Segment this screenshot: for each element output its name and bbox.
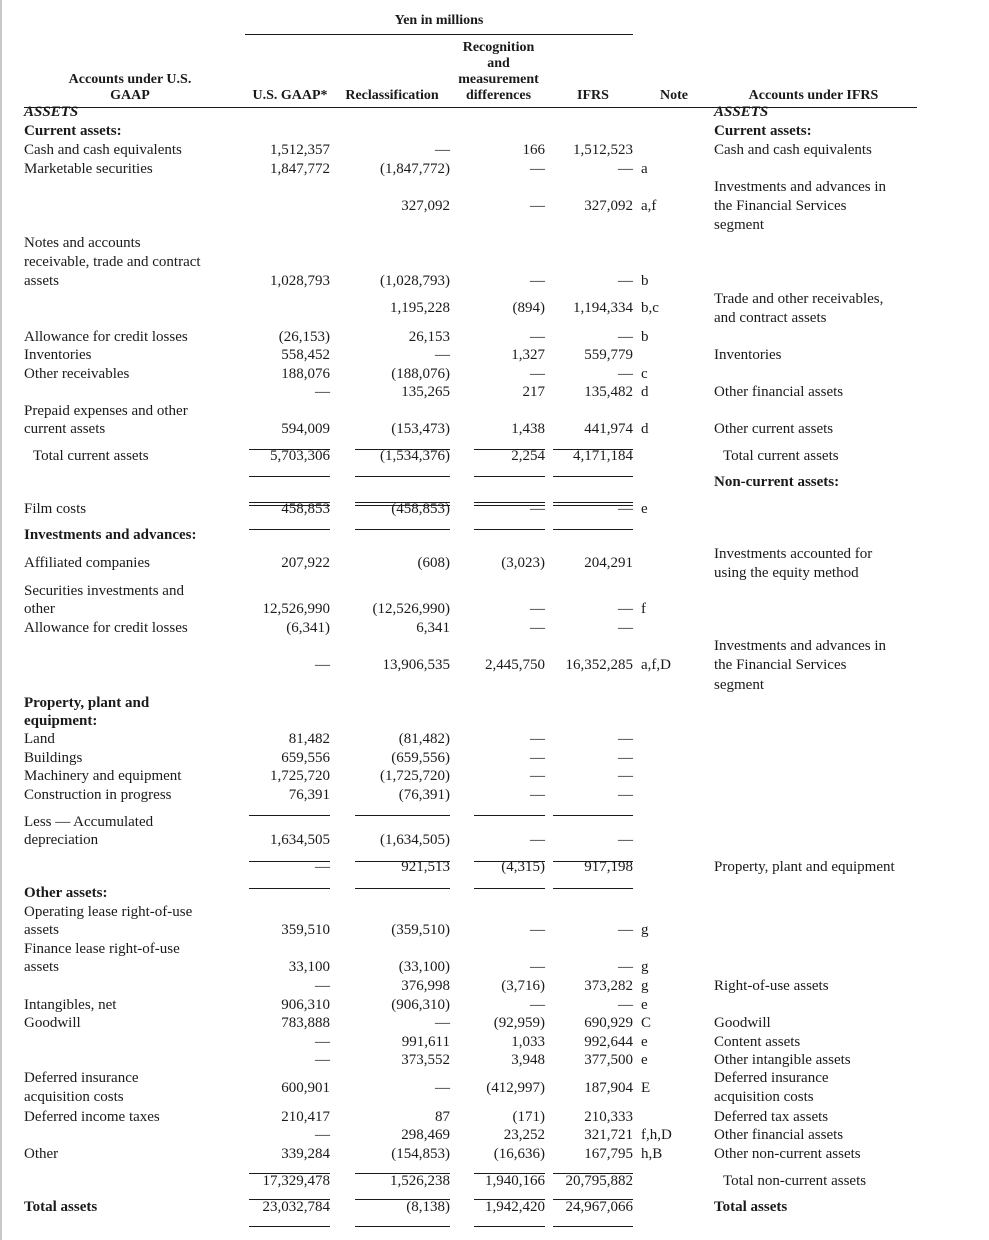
header-yen-in-millions: Yen in millions xyxy=(394,13,484,28)
us-gaap-account-label: Other assets: xyxy=(24,885,108,901)
ifrs-amount: 204,291 xyxy=(584,555,633,571)
reclassification-amount: (76,391) xyxy=(398,787,450,803)
note-reference: f,h,D xyxy=(641,1127,672,1143)
ifrs-account-label: Total assets xyxy=(714,1199,788,1215)
ifrs-account-label: Trade and other receivables, xyxy=(714,291,884,307)
ifrs-account-label: using the equity method xyxy=(714,565,859,581)
us-gaap-amount: 783,888 xyxy=(281,1015,330,1031)
us-gaap-amount: 1,512,357 xyxy=(270,142,330,158)
us-gaap-amount: 600,901 xyxy=(281,1080,330,1096)
reclassification-amount: 135,265 xyxy=(401,384,450,400)
us-gaap-account-label: equipment: xyxy=(24,713,98,729)
recognition-difference-amount: 3,948 xyxy=(511,1052,545,1068)
us-gaap-account-label: Marketable securities xyxy=(24,161,153,177)
recognition-difference-amount: — xyxy=(530,832,545,848)
ifrs-account-label: Goodwill xyxy=(714,1015,771,1031)
rule-line xyxy=(355,476,450,477)
note-reference: h,B xyxy=(641,1146,663,1162)
recognition-difference-amount: (4,315) xyxy=(501,859,545,875)
header-note: Note xyxy=(660,88,688,103)
reclassification-amount: (12,526,990) xyxy=(372,601,450,617)
ifrs-account-label: Current assets: xyxy=(714,123,812,139)
us-gaap-account-label: Total assets xyxy=(24,1199,98,1215)
us-gaap-amount: 1,028,793 xyxy=(270,273,330,289)
us-gaap-account-label: current assets xyxy=(24,421,106,437)
recognition-difference-amount: — xyxy=(530,601,545,617)
rule-line xyxy=(553,505,633,506)
us-gaap-account-label: Other xyxy=(24,1146,59,1162)
recognition-difference-amount: — xyxy=(530,501,545,517)
note-reference: c xyxy=(641,366,648,382)
note-reference: E xyxy=(641,1080,651,1096)
us-gaap-account-label: assets xyxy=(24,922,59,938)
reclassification-amount: — xyxy=(435,1080,450,1096)
note-reference: g xyxy=(641,978,649,994)
rule-line xyxy=(355,1226,450,1227)
ifrs-amount: — xyxy=(618,768,633,784)
us-gaap-amount: (26,153) xyxy=(278,329,330,345)
us-gaap-account-label: Total current assets xyxy=(33,448,149,464)
note-reference: a xyxy=(641,161,648,177)
rule-line xyxy=(249,861,330,862)
rule-line xyxy=(355,815,450,816)
rule-line xyxy=(355,502,450,503)
us-gaap-account-label: Less — Accumulated xyxy=(24,814,154,830)
rule-line xyxy=(249,1173,330,1174)
note-reference: b xyxy=(641,329,649,345)
ifrs-amount: 559,779 xyxy=(584,347,633,363)
reclassification-amount: 373,552 xyxy=(401,1052,450,1068)
reclassification-amount: 1,195,228 xyxy=(390,300,450,316)
ifrs-account-label: ASSETS xyxy=(714,104,769,120)
recognition-difference-amount: 1,940,166 xyxy=(485,1173,545,1189)
us-gaap-amount: 207,922 xyxy=(281,555,330,571)
ifrs-amount: 327,092 xyxy=(584,198,633,214)
us-gaap-amount: 33,100 xyxy=(288,959,330,975)
recognition-difference-amount: (16,636) xyxy=(493,1146,545,1162)
recognition-difference-amount: (894) xyxy=(512,300,545,316)
rule-line xyxy=(249,505,330,506)
reclassification-amount: (1,028,793) xyxy=(380,273,450,289)
us-gaap-amount: 558,452 xyxy=(281,347,330,363)
ifrs-account-label: Other financial assets xyxy=(714,1127,844,1143)
rule-line xyxy=(249,476,330,477)
note-reference: C xyxy=(641,1015,652,1031)
us-gaap-amount: 23,032,784 xyxy=(262,1199,330,1215)
header-reclassification: Reclassification xyxy=(345,88,439,103)
ifrs-account-label: Other non-current assets xyxy=(714,1146,861,1162)
us-gaap-account-label: Property, plant and xyxy=(24,695,150,711)
recognition-difference-amount: 166 xyxy=(522,142,545,158)
note-reference: a,f,D xyxy=(641,657,671,673)
us-gaap-amount: — xyxy=(315,1034,330,1050)
rule-line xyxy=(553,476,633,477)
rule-line xyxy=(553,861,633,862)
recognition-difference-amount: — xyxy=(530,959,545,975)
us-gaap-account-label: Prepaid expenses and other xyxy=(24,403,188,419)
ifrs-account-label: Inventories xyxy=(714,347,782,363)
rule-line xyxy=(474,815,545,816)
recognition-difference-amount: (3,023) xyxy=(501,555,545,571)
rule-line xyxy=(474,502,545,503)
ifrs-account-label: segment xyxy=(714,217,764,233)
ifrs-account-label: and contract assets xyxy=(714,310,827,326)
us-gaap-amount: 594,009 xyxy=(281,421,330,437)
ifrs-account-label: Deferred insurance xyxy=(714,1070,829,1086)
ifrs-amount: — xyxy=(618,601,633,617)
rule-line xyxy=(474,861,545,862)
rule-line xyxy=(249,449,330,450)
us-gaap-account-label: Buildings xyxy=(24,750,83,766)
ifrs-amount: — xyxy=(618,959,633,975)
ifrs-amount: — xyxy=(618,273,633,289)
reclassification-amount: (1,725,720) xyxy=(380,768,450,784)
us-gaap-amount: — xyxy=(315,1052,330,1068)
recognition-difference-amount: 1,327 xyxy=(511,347,545,363)
rule-line xyxy=(474,476,545,477)
recognition-difference-amount: — xyxy=(530,731,545,747)
us-gaap-account-label: Current assets: xyxy=(24,123,122,139)
us-gaap-amount: (6,341) xyxy=(286,620,330,636)
recognition-difference-amount: — xyxy=(530,768,545,784)
reclassification-amount: (8,138) xyxy=(406,1199,450,1215)
rule-line xyxy=(553,502,633,503)
us-gaap-account-label: Affiliated companies xyxy=(24,555,150,571)
us-gaap-account-label: Deferred insurance xyxy=(24,1070,139,1086)
note-reference: d xyxy=(641,384,649,400)
us-gaap-amount: — xyxy=(315,1127,330,1143)
ifrs-account-label: segment xyxy=(714,677,764,693)
rule-line xyxy=(355,888,450,889)
us-gaap-account-label: Intangibles, net xyxy=(24,997,117,1013)
rule-line xyxy=(474,529,545,530)
ifrs-amount: 441,974 xyxy=(584,421,633,437)
ifrs-amount: 210,333 xyxy=(584,1109,633,1125)
us-gaap-amount: 339,284 xyxy=(281,1146,330,1162)
note-reference: b xyxy=(641,273,649,289)
note-reference: b,c xyxy=(641,300,659,316)
recognition-difference-amount: — xyxy=(530,922,545,938)
us-gaap-account-label: Construction in progress xyxy=(24,787,172,803)
rule-line xyxy=(249,1199,330,1200)
ifrs-amount: — xyxy=(618,832,633,848)
header-recognition-1: Recognition xyxy=(462,40,535,55)
reclassification-amount: (154,853) xyxy=(391,1146,450,1162)
rule-line xyxy=(474,888,545,889)
ifrs-amount: — xyxy=(618,501,633,517)
us-gaap-account-label: Investments and advances: xyxy=(24,527,197,543)
ifrs-account-label: Total current assets xyxy=(723,448,839,464)
us-gaap-account-label: ASSETS xyxy=(24,104,79,120)
rule-line xyxy=(245,34,633,35)
us-gaap-account-label: Other receivables xyxy=(24,366,130,382)
recognition-difference-amount: 2,254 xyxy=(511,448,545,464)
us-gaap-amount: 1,725,720 xyxy=(270,768,330,784)
rule-line xyxy=(553,1199,633,1200)
ifrs-amount: 321,721 xyxy=(584,1127,633,1143)
reclassification-amount: — xyxy=(435,347,450,363)
recognition-difference-amount: (92,959) xyxy=(493,1015,545,1031)
us-gaap-account-label: assets xyxy=(24,273,59,289)
ifrs-amount: 377,500 xyxy=(584,1052,633,1068)
recognition-difference-amount: — xyxy=(530,366,545,382)
ifrs-account-label: Investments and advances in xyxy=(714,638,887,654)
us-gaap-account-label: receivable, trade and contract xyxy=(24,254,201,270)
ifrs-account-label: Cash and cash equivalents xyxy=(714,142,872,158)
ifrs-amount: 1,512,523 xyxy=(573,142,633,158)
us-gaap-account-label: Deferred income taxes xyxy=(24,1109,160,1125)
rule-line xyxy=(249,529,330,530)
reclassification-amount: 376,998 xyxy=(401,978,450,994)
ifrs-amount: — xyxy=(618,620,633,636)
ifrs-amount: 1,194,334 xyxy=(573,300,633,316)
reclassification-amount: 1,526,238 xyxy=(390,1173,450,1189)
us-gaap-amount: 76,391 xyxy=(288,787,330,803)
header-recognition-4: differences xyxy=(465,88,532,103)
reclassification-amount: (1,634,505) xyxy=(380,832,450,848)
reclassification-amount: — xyxy=(435,1015,450,1031)
us-gaap-account-label: Machinery and equipment xyxy=(24,768,182,784)
ifrs-amount: 135,482 xyxy=(584,384,633,400)
us-gaap-amount: 5,703,306 xyxy=(270,448,330,464)
ifrs-account-label: Other current assets xyxy=(714,421,834,437)
ifrs-account-label: Right-of-use assets xyxy=(714,978,829,994)
ifrs-amount: 24,967,066 xyxy=(565,1199,633,1215)
rule-line xyxy=(474,1226,545,1227)
us-gaap-account-label: Finance lease right-of-use xyxy=(24,941,180,957)
us-gaap-amount: 12,526,990 xyxy=(262,601,330,617)
header-recognition-2: and xyxy=(487,56,510,71)
us-gaap-amount: 906,310 xyxy=(281,997,330,1013)
reclassification-amount: 921,513 xyxy=(401,859,450,875)
recognition-difference-amount: — xyxy=(530,997,545,1013)
rule-line xyxy=(249,815,330,816)
reclassification-amount: — xyxy=(435,142,450,158)
recognition-difference-amount: 23,252 xyxy=(503,1127,545,1143)
ifrs-amount: 992,644 xyxy=(584,1034,633,1050)
ifrs-amount: — xyxy=(618,750,633,766)
ifrs-amount: — xyxy=(618,366,633,382)
ifrs-account-label: acquisition costs xyxy=(714,1089,814,1105)
us-gaap-account-label: Goodwill xyxy=(24,1015,81,1031)
ifrs-amount: — xyxy=(618,787,633,803)
ifrs-account-label: Investments and advances in xyxy=(714,179,887,195)
recognition-difference-amount: 217 xyxy=(522,384,545,400)
recognition-difference-amount: — xyxy=(530,750,545,766)
header-ifrs: IFRS xyxy=(577,88,609,103)
ifrs-account-label: Other intangible assets xyxy=(714,1052,851,1068)
rule-line xyxy=(355,449,450,450)
reclassification-amount: 87 xyxy=(435,1109,450,1125)
us-gaap-amount: 17,329,478 xyxy=(262,1173,330,1189)
us-gaap-account-label: depreciation xyxy=(24,832,99,848)
ifrs-account-label: Non-current assets: xyxy=(714,474,840,490)
note-reference: g xyxy=(641,959,649,975)
us-gaap-amount: 1,634,505 xyxy=(270,832,330,848)
ifrs-amount: 690,929 xyxy=(584,1015,633,1031)
ifrs-amount: 187,904 xyxy=(584,1080,633,1096)
ifrs-amount: — xyxy=(618,922,633,938)
ifrs-amount: 20,795,882 xyxy=(565,1173,633,1189)
rule-line xyxy=(355,529,450,530)
recognition-difference-amount: 1,942,420 xyxy=(485,1199,545,1215)
rule-line xyxy=(474,449,545,450)
rule-line xyxy=(553,449,633,450)
reclassification-amount: (458,853) xyxy=(391,501,450,517)
recognition-difference-amount: 1,438 xyxy=(511,421,545,437)
us-gaap-amount: 81,482 xyxy=(288,731,330,747)
us-gaap-account-label: Notes and accounts xyxy=(24,235,141,251)
us-gaap-amount: 1,847,772 xyxy=(270,161,330,177)
reclassification-amount: (659,556) xyxy=(391,750,450,766)
reclassification-amount: 991,611 xyxy=(401,1034,450,1050)
rule-line xyxy=(249,888,330,889)
reclassification-amount: (608) xyxy=(417,555,450,571)
us-gaap-amount: 210,417 xyxy=(281,1109,330,1125)
rule-line xyxy=(553,888,633,889)
ifrs-amount: 167,795 xyxy=(584,1146,633,1162)
ifrs-amount: 16,352,285 xyxy=(565,657,633,673)
ifrs-account-label: Content assets xyxy=(714,1034,801,1050)
header-recognition-3: measurement xyxy=(458,72,539,87)
note-reference: e xyxy=(641,501,648,517)
recognition-difference-amount: (412,997) xyxy=(486,1080,545,1096)
ifrs-account-label: Deferred tax assets xyxy=(714,1109,829,1125)
rule-line xyxy=(553,529,633,530)
reclassification-amount: (153,473) xyxy=(391,421,450,437)
header-us-gaap-accounts-2: GAAP xyxy=(110,88,150,103)
recognition-difference-amount: — xyxy=(530,161,545,177)
reclassification-amount: (81,482) xyxy=(398,731,450,747)
note-reference: f xyxy=(641,601,646,617)
rule-line xyxy=(553,815,633,816)
rule-line xyxy=(474,1173,545,1174)
us-gaap-account-label: Film costs xyxy=(24,501,87,517)
reclassification-amount: (1,534,376) xyxy=(380,448,450,464)
note-reference: e xyxy=(641,997,648,1013)
reclassification-amount: (33,100) xyxy=(398,959,450,975)
page-edge xyxy=(0,0,2,1240)
recognition-difference-amount: 2,445,750 xyxy=(485,657,545,673)
recognition-difference-amount: (3,716) xyxy=(501,978,545,994)
note-reference: e xyxy=(641,1034,648,1050)
rule-line xyxy=(553,1226,633,1227)
us-gaap-amount: 188,076 xyxy=(281,366,330,382)
ifrs-account-label: Total non-current assets xyxy=(723,1173,867,1189)
rule-line xyxy=(249,1226,330,1227)
ifrs-amount: — xyxy=(618,161,633,177)
recognition-difference-amount: — xyxy=(530,787,545,803)
note-reference: d xyxy=(641,421,649,437)
ifrs-amount: — xyxy=(618,731,633,747)
ifrs-account-label: Investments accounted for xyxy=(714,546,873,562)
us-gaap-amount: 659,556 xyxy=(281,750,330,766)
header-us-gaap: U.S. GAAP* xyxy=(252,88,328,103)
ifrs-amount: 373,282 xyxy=(584,978,633,994)
rule-line xyxy=(24,107,917,108)
ifrs-account-label: Other financial assets xyxy=(714,384,844,400)
us-gaap-amount: — xyxy=(315,657,330,673)
header-us-gaap-accounts-1: Accounts under U.S. xyxy=(68,72,192,87)
reclassification-amount: (359,510) xyxy=(391,922,450,938)
recognition-difference-amount: 1,033 xyxy=(511,1034,545,1050)
rule-line xyxy=(474,1199,545,1200)
recognition-difference-amount: (171) xyxy=(512,1109,545,1125)
rule-line xyxy=(355,505,450,506)
ifrs-amount: — xyxy=(618,997,633,1013)
recognition-difference-amount: — xyxy=(530,198,545,214)
rule-line xyxy=(553,1173,633,1174)
reclassification-amount: 13,906,535 xyxy=(382,657,450,673)
reclassification-amount: 298,469 xyxy=(401,1127,450,1143)
header-ifrs-accounts: Accounts under IFRS xyxy=(748,88,879,103)
reclassification-amount: (1,847,772) xyxy=(380,161,450,177)
note-reference: e xyxy=(641,1052,648,1068)
reclassification-amount: (188,076) xyxy=(391,366,450,382)
reclassification-amount: (906,310) xyxy=(391,997,450,1013)
us-gaap-amount: 359,510 xyxy=(281,922,330,938)
us-gaap-account-label: Allowance for credit losses xyxy=(24,620,188,636)
recognition-difference-amount: — xyxy=(530,273,545,289)
us-gaap-account-label: acquisition costs xyxy=(24,1089,124,1105)
rule-line xyxy=(474,505,545,506)
us-gaap-account-label: other xyxy=(24,601,55,617)
rule-line xyxy=(355,861,450,862)
us-gaap-amount: 458,853 xyxy=(281,501,330,517)
reclassification-amount: 6,341 xyxy=(416,620,450,636)
ifrs-amount: 4,171,184 xyxy=(573,448,633,464)
us-gaap-account-label: Inventories xyxy=(24,347,92,363)
us-gaap-account-label: Allowance for credit losses xyxy=(24,329,188,345)
us-gaap-account-label: assets xyxy=(24,959,59,975)
reclassification-amount: 327,092 xyxy=(401,198,450,214)
ifrs-amount: 917,198 xyxy=(584,859,633,875)
us-gaap-amount: — xyxy=(315,978,330,994)
us-gaap-amount: — xyxy=(315,384,330,400)
us-gaap-amount: — xyxy=(315,859,330,875)
us-gaap-account-label: Securities investments and xyxy=(24,583,184,599)
note-reference: a,f xyxy=(641,198,657,214)
us-gaap-account-label: Cash and cash equivalents xyxy=(24,142,182,158)
rule-line xyxy=(355,1173,450,1174)
us-gaap-account-label: Operating lease right-of-use xyxy=(24,904,193,920)
reclassification-amount: 26,153 xyxy=(408,329,450,345)
rule-line xyxy=(249,502,330,503)
ifrs-amount: — xyxy=(618,329,633,345)
ifrs-account-label: the Financial Services xyxy=(714,198,847,214)
rule-line xyxy=(355,1199,450,1200)
recognition-difference-amount: — xyxy=(530,329,545,345)
recognition-difference-amount: — xyxy=(530,620,545,636)
note-reference: g xyxy=(641,922,649,938)
ifrs-account-label: Property, plant and equipment xyxy=(714,859,895,875)
ifrs-account-label: the Financial Services xyxy=(714,657,847,673)
us-gaap-account-label: Land xyxy=(24,731,55,747)
